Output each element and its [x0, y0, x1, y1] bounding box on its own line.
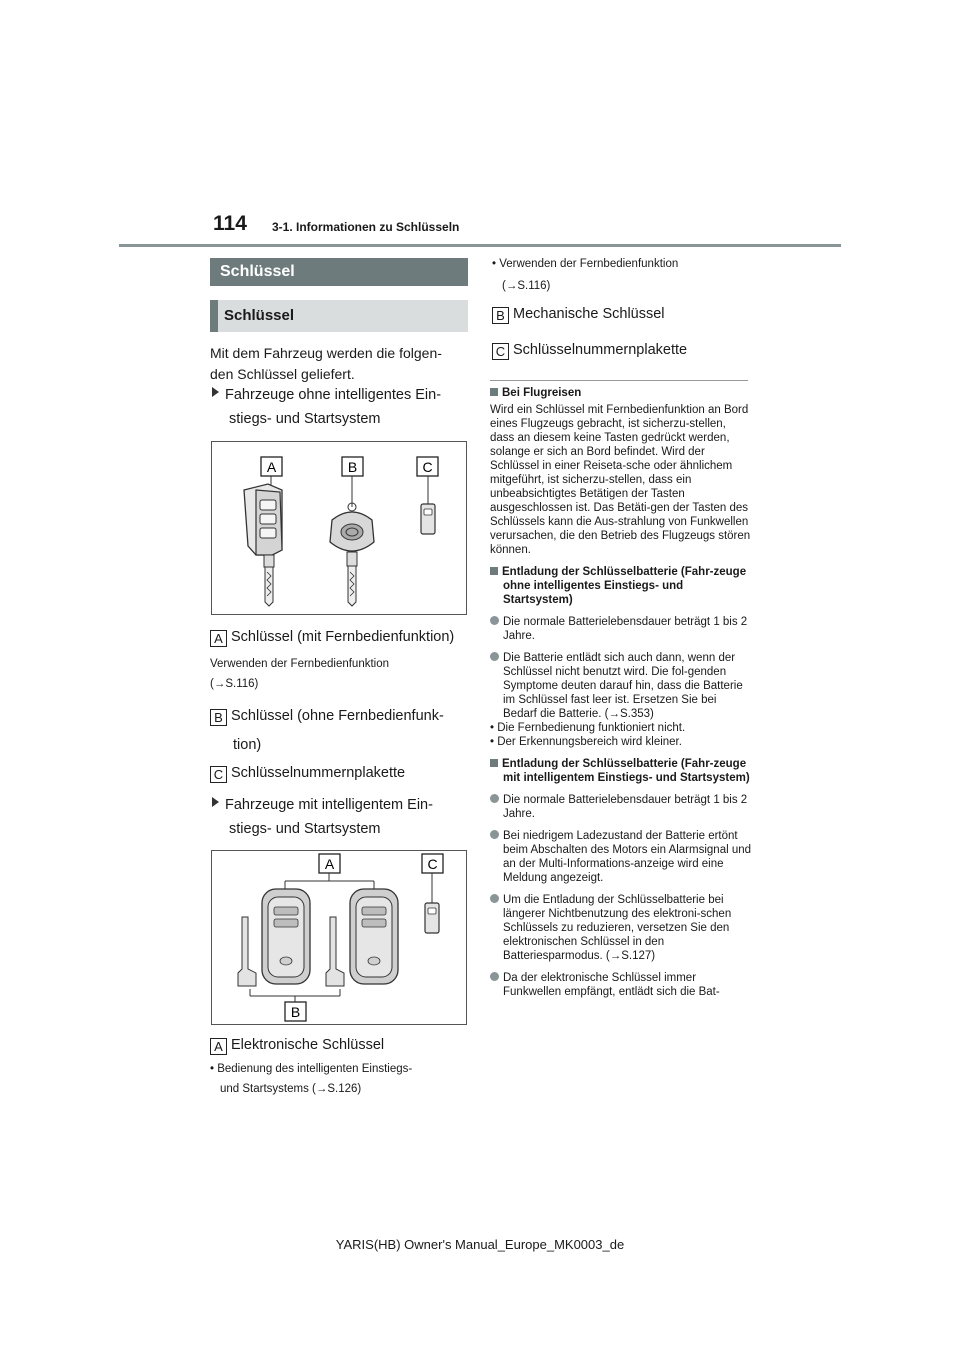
intro-text: Mit dem Fahrzeug werden die folgen- den Schlüssel geliefert.	[210, 345, 442, 382]
item-c-plate-right: C Schlüsselnummernplakette	[492, 340, 750, 361]
label-b-icon: B	[492, 307, 509, 324]
mechanical-key-icon	[330, 503, 374, 606]
note-flight-body: Wird ein Schlüssel mit Fernbedienfunktion an Bord eines Flugzeugs gebracht, ist sicherzu-stellen, dass an diesem keine Tasten gedrückt werden, solange er sich an Bord befindet. Wird der Schlüssel in einer Reiseta-sche oder ähnlichem mitgeführt, ist sicherzu-stellen, dass ein unbeabsichtigtes Betätigen der Tasten ausgeschlossen ist. Das Betäti-gen der Tasten des Schlüssels kann die Aus-strahlung von Funkwellen verursachen, die den Betrieb des Flugzeugs stören können.	[490, 404, 751, 556]
bullet-smart-entry: Fahrzeuge mit intelligentem Ein- stiegs- und Startsystem	[212, 793, 470, 841]
item-a-sub: Verwenden der Fernbedienfunktion (→S.116)	[210, 658, 390, 690]
note-battery-smart-p4: Da der elektronische Schlüssel immer Funkwellen empfängt, entlädt sich die Bat-	[490, 971, 752, 999]
fig2-label-a: A	[324, 856, 335, 872]
triangle-bullet-icon	[212, 387, 219, 397]
round-bullet-icon	[490, 794, 499, 803]
label-c-icon: C	[492, 343, 509, 360]
note-battery-smart-p3: Um die Entladung der Schlüsselbatterie bei längerer Nichtbenutzung des elektroni-schen Schlüssels zu reduzieren, versetzen Sie den elektronischen Schlüssel in den Batteriesparmodus. (→S.127)	[490, 893, 752, 963]
fig1-label-b: B	[347, 459, 358, 475]
electronic-key-2-icon	[350, 889, 398, 984]
note-battery-smart-p2: Bei niedrigem Ladezustand der Batterie ertönt beim Abschalten des Motors ein Alarmsignal und an der Multi-Informations-anzeige wird eine Meldung angezeigt.	[490, 829, 752, 885]
fig1-label-c: C	[422, 459, 433, 475]
note-symptom-1: • Die Fernbedienung funktioniert nicht.	[490, 722, 686, 734]
footer-manual-id: YARIS(HB) Owner's Manual_Europe_MK0003_de	[335, 1237, 625, 1252]
triangle-bullet-icon	[212, 797, 219, 807]
note-battery-no-smart-p1: Die normale Batterielebensdauer beträgt 1 bis 2 Jahre.	[490, 615, 752, 643]
key-number-plate-icon	[421, 504, 435, 534]
right-top-sub: • Verwenden der Fernbedienfunktion (→S.116)	[492, 258, 679, 292]
notes-divider	[490, 380, 748, 381]
label-a-icon: A	[210, 1038, 227, 1055]
square-bullet-icon	[490, 567, 498, 575]
note-battery-no-smart-head: Entladung der Schlüsselbatterie (Fahr-zeuge ohne intelligentes Einstiegs- und Startsystem)	[490, 565, 752, 607]
item-a-remote-key: A Schlüssel (mit Fernbedienfunktion)	[210, 627, 468, 648]
item-a-electronic-sub: • Bedienung des intelligenten Einstiegs- und Startsystems (→S.126)	[210, 1063, 413, 1095]
fig2-label-c: C	[427, 856, 438, 872]
bullet-no-smart-entry: Fahrzeuge ohne intelligentes Ein- stiegs- und Startsystem	[212, 383, 470, 431]
square-bullet-icon	[490, 388, 498, 396]
electronic-keys-illustration	[212, 851, 466, 1024]
page-number: 114	[213, 212, 247, 235]
item-b-key-no-remote: B Schlüssel (ohne Fernbedienfunk- tion)	[210, 702, 468, 760]
notes	[490, 386, 752, 999]
note-battery-smart-head: Entladung der Schlüsselbatterie (Fahr-zeuge mit intelligentem Einstiegs- und Startsystem)	[490, 757, 752, 785]
label-b-icon: B	[210, 709, 227, 726]
section-title: 3-1. Informationen zu Schlüsseln	[272, 220, 460, 234]
note-battery-smart-p1: Die normale Batterielebensdauer beträgt 1 bis 2 Jahre.	[490, 793, 752, 821]
keys-figure-no-smart-entry	[211, 441, 467, 615]
label-c-icon: C	[210, 766, 227, 783]
mechanical-key-2-icon	[326, 917, 344, 986]
mechanical-key-1-icon	[238, 917, 256, 986]
item-c-plate: C Schlüsselnummernplakette	[210, 763, 468, 784]
fig1-label-a: A	[266, 459, 277, 475]
round-bullet-icon	[490, 652, 499, 661]
note-battery-no-smart-p2: Die Batterie entlädt sich auch dann, wenn der Schlüssel nicht benutzt wird. Die fol-genden Symptome deuten darauf hin, dass die Batterie im Schlüssel fast leer ist. Ersetzen Sie bei Bedarf die Batterie. (→S.353)	[490, 651, 752, 721]
header-rule	[119, 244, 841, 247]
electronic-key-1-icon	[262, 889, 310, 984]
square-bullet-icon	[490, 759, 498, 767]
round-bullet-icon	[490, 616, 499, 625]
note-symptom-2: • Der Erkennungsbereich wird kleiner.	[490, 736, 682, 748]
round-bullet-icon	[490, 830, 499, 839]
subsection-banner: Schlüssel	[210, 300, 468, 332]
note-flight-head: Bei Flugreisen	[490, 386, 752, 400]
label-a-icon: A	[210, 630, 227, 647]
round-bullet-icon	[490, 894, 499, 903]
item-b-mechanical: B Mechanische Schlüssel	[492, 304, 750, 325]
fig2-label-b: B	[290, 1004, 301, 1020]
section-banner: Schlüssel	[210, 258, 468, 286]
item-a-electronic-keys: A Elektronische Schlüssel	[210, 1035, 468, 1056]
key-number-plate-icon	[425, 903, 439, 933]
round-bullet-icon	[490, 972, 499, 981]
keys-illustration	[212, 442, 466, 614]
remote-key-icon	[244, 484, 282, 606]
keys-figure-smart-entry	[211, 850, 467, 1025]
